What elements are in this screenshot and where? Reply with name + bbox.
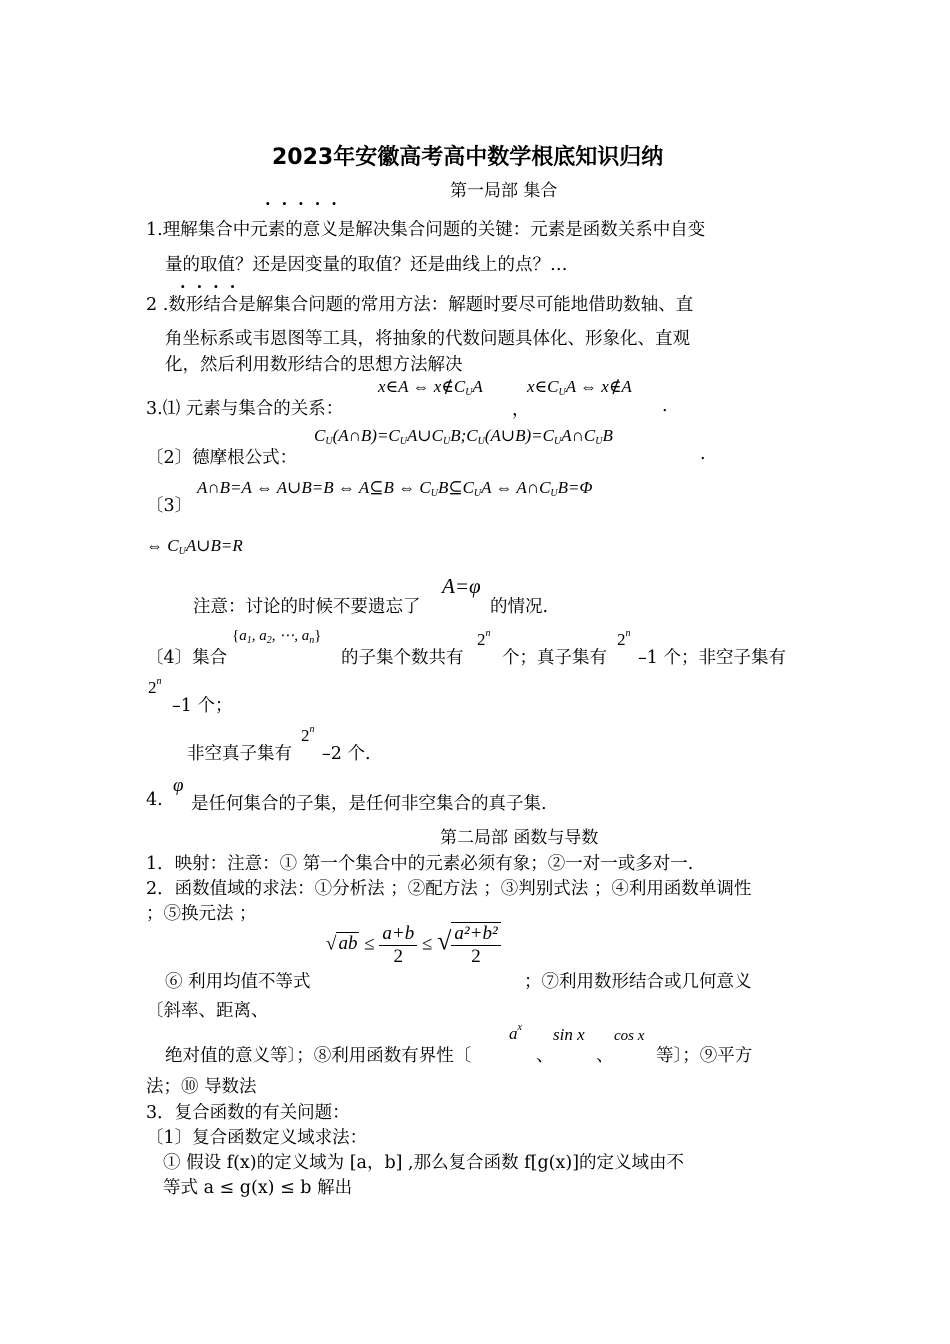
p2-line4-post: ；⑦利用数形结合或几何意义 xyxy=(524,972,752,992)
formula-element-set-relation: x∈A ⇔ $x\notin C_UA$ xyxy=(378,377,483,398)
period: . xyxy=(700,444,706,464)
item1-line2: 量的取值？还是因变量的取值？还是曲线上的点？… xyxy=(165,255,568,275)
item4-text: 是任何集合的子集，是任何非空集合的真子集. xyxy=(191,794,547,814)
power-two: 2$^n$ xyxy=(617,628,631,649)
power-two: 2$^n$ xyxy=(301,724,315,745)
section-heading-sets: 第一局部 集合 xyxy=(450,181,558,201)
item3-label4: 〔4〕集合 xyxy=(146,648,228,668)
phi-symbol: φ xyxy=(173,775,184,796)
formula-set-equivalences: A∩B=A ⇔ A∪B=B ⇔ A⊆B ⇔ $C_UB⊆C_UA$ ⇔ $A\cap C_UB=\Phi$ xyxy=(197,478,593,499)
nonempty-subsets-text: –1 个；非空子集有 xyxy=(638,648,786,668)
p2-line1: 1．映射：注意：① 第一个集合中的元素必须有象；②一对一或多对一. xyxy=(146,854,694,874)
p2-line10: ① 假设 f(x)的定义域为 [a，b] ,那么复合函数 f[g(x)]的定义域由不 xyxy=(163,1153,685,1173)
emphasis-dots: ..... xyxy=(265,190,348,209)
period: . xyxy=(662,396,668,416)
item3-label2: 〔2〕德摩根公式： xyxy=(146,448,298,468)
formula-complement-relation: $x\in C_UA$ ⇔ x∉A xyxy=(527,377,632,398)
formula-cosine: cos x xyxy=(614,1028,645,1044)
p2-line6-pre: 绝对值的意义等〕；⑧利用函数有界性〔 xyxy=(165,1046,472,1066)
separator: 、 xyxy=(536,1046,554,1066)
item3-label1: 3.⑴ 元素与集合的关系： xyxy=(146,399,344,419)
note-text-post: 的情况. xyxy=(490,597,549,617)
nonempty-subsets-count: –1 个； xyxy=(172,696,233,716)
p2-line3: ；⑤换元法 ； xyxy=(146,904,257,924)
p2-line7: 法；⑩ 导数法 xyxy=(146,1077,257,1097)
power-two: 2$^n$ xyxy=(148,676,162,697)
item2-line1: 2 .数形结合是解集合问题的常用方法：解题时要尽可能地借助数轴、直 xyxy=(146,295,694,315)
nonempty-proper-subsets-count: –2 个. xyxy=(322,744,371,764)
item1-line1: 1.理解集合中元素的意义是解决集合问题的关键：元素是函数关系中自变 xyxy=(146,220,706,240)
nonempty-proper-subsets-text: 非空真子集有 xyxy=(187,744,292,764)
p2-line2: 2．函数值域的求法：①分析法 ；②配方法 ；③判别式法 ；④利用函数单调性 xyxy=(146,879,752,899)
item4-number: 4. xyxy=(146,790,163,810)
section-heading-functions: 第二局部 函数与导数 xyxy=(440,828,599,848)
item3-label3: 〔3〕 xyxy=(146,496,193,516)
formula-sine: sin x xyxy=(553,1025,585,1044)
formula-de-morgan: $C_U(A\cap B)=C_UA\cup C_UB;C_U(A\cup B)=C_UA\cap C_UB$ xyxy=(314,426,613,447)
formula-empty-set: A=φ xyxy=(442,574,481,598)
p2-line4-pre: ⑥ 利用均值不等式 xyxy=(165,972,311,992)
formula-set-equivalences-cont: ⇔ $C_UA\cup B=R$ xyxy=(146,536,243,557)
p2-line11: 等式 a ≤ g(x) ≤ b 解出 xyxy=(163,1178,353,1198)
p2-line8: 3．复合函数的有关问题： xyxy=(146,1103,350,1123)
item2-line2: 角坐标系或韦恩图等工具，将抽象的代数问题具体化、形象化、直观 xyxy=(165,329,690,349)
proper-subsets-text: 个；真子集有 xyxy=(502,648,607,668)
comma: ， xyxy=(512,400,530,420)
item2-line3: 化，然后利用数形结合的思想方法解决 xyxy=(165,355,463,375)
subsets-text: 的子集个数共有 xyxy=(341,648,464,668)
p2-line9: 〔1〕复合函数定义域求法： xyxy=(146,1128,368,1148)
formula-set-elements: {$a_1$, $a_2$, ⋯, $a_n$} xyxy=(232,628,322,646)
emphasis-dots: .... xyxy=(180,273,247,292)
page-title: 2023年安徽高考高中数学根底知识归纳 xyxy=(272,145,664,170)
p2-line6-post: 等〕；⑨平方 xyxy=(656,1046,753,1066)
note-text: 注意：讨论的时候不要遗忘了 xyxy=(193,597,421,617)
power-two: 2$^n$ xyxy=(477,628,491,649)
p2-line5: 〔斜率、距离、 xyxy=(146,1001,269,1021)
formula-mean-inequality: √ ab ≤ $\frac{a+b}{2}$ ≤ √ $\frac{\text{a²+b²}}{2}$ xyxy=(326,922,501,968)
formula-exponential: $a^x$ xyxy=(509,1022,522,1043)
separator: 、 xyxy=(596,1046,614,1066)
